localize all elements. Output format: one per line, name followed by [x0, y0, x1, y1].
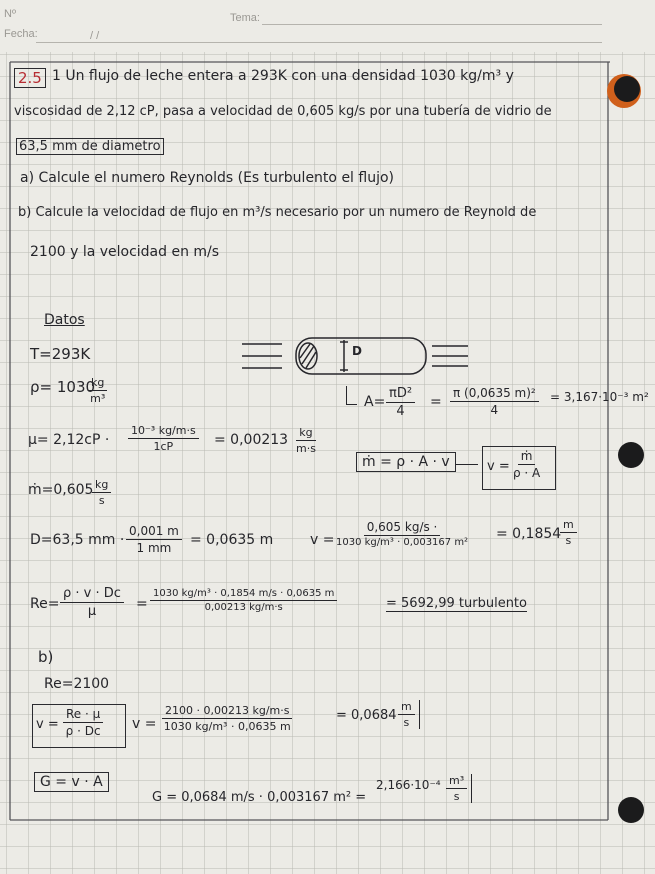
mass-flow-connector	[456, 464, 478, 465]
density-unit-num: kg	[88, 376, 107, 391]
binder-hole-3	[618, 797, 644, 823]
velocity-result: = 0,1854	[496, 526, 562, 542]
diameter-conversion-den: 1 mm	[136, 541, 172, 555]
datos-temperature: T=293K	[30, 345, 91, 363]
area-lhs: A=	[364, 394, 386, 410]
part-b-velocity-unit-num: m	[398, 700, 415, 715]
reynolds-result: = 5692,99 turbulento	[386, 596, 527, 611]
viscosity-conversion	[128, 424, 199, 453]
area-equals: =	[430, 394, 442, 410]
density-unit-den: m³	[90, 392, 106, 405]
viscosity-conversion-den: 1cP	[153, 440, 174, 453]
velocity-solve-formula	[63, 707, 103, 738]
problem-line-2: viscosidad de 2,12 cP, pasa a velocidad de 0,605 kg/s por una tubería de vidrio de	[14, 104, 552, 119]
area-substitution-num: π (0,0635 m)²	[450, 386, 539, 402]
area-formula-den: 4	[396, 404, 405, 419]
velocity-lhs: v =	[310, 532, 335, 548]
problem-line-1: 1 Un flujo de leche entera a 293K con una densidad 1030 kg/m³ y	[52, 68, 514, 84]
binder-hole-2	[618, 442, 644, 468]
part-b-velocity-result: = 0,0684	[336, 708, 397, 723]
area-formula	[386, 386, 415, 419]
reynolds-equals: =	[136, 596, 148, 612]
velocity-solve-lhs: v =	[36, 717, 59, 732]
reynolds-formula	[60, 586, 124, 619]
datos-viscosity: μ= 2,12cP ·	[28, 432, 110, 448]
fecha-slashes: / /	[90, 30, 100, 42]
fecha-line	[36, 42, 602, 43]
datos-title: Datos	[44, 312, 85, 328]
binder-hole-1	[614, 76, 640, 102]
area-substitution-den: 4	[490, 403, 499, 417]
mass-flow-unit-num: kg	[92, 478, 111, 493]
reynolds-formula-num: ρ · v · Dc	[60, 586, 124, 603]
flow-rate-calc: G = 0,0684 m/s · 0,003167 m² =	[152, 790, 367, 805]
part-b-velocity-unit-den: s	[403, 716, 410, 729]
number-label: Nº	[4, 8, 16, 20]
velocity-formula-lhs: v =	[487, 459, 510, 474]
flow-rate-result: 2,166·10⁻⁴	[376, 778, 441, 792]
reynolds-formula-den: μ	[87, 604, 97, 619]
mass-flow-unit-den: s	[98, 494, 105, 507]
reynolds-substitution	[150, 588, 337, 613]
part-a-question: a) Calcule el numero Reynolds (Es turbulento el flujo)	[20, 170, 395, 186]
velocity-formula	[513, 449, 540, 480]
density-unit	[88, 376, 107, 405]
problem-number: 2.5	[14, 68, 46, 88]
velocity-result-unit-num: m	[560, 518, 577, 533]
part-b-velocity-unit	[398, 700, 420, 729]
velocity-result-unit	[560, 518, 577, 547]
part-b-velocity-calc-den: 1030 kg/m³ · 0,0635 m	[163, 720, 291, 733]
area-bracket	[346, 386, 357, 405]
velocity-calc-num: 0,605 kg/s ·	[364, 520, 441, 536]
velocity-solve-formula-num: Re · μ	[63, 707, 103, 723]
reynolds-substitution-den: 0,00213 kg/m·s	[204, 602, 283, 613]
mass-flow-formula: ṁ = ρ · A · v	[356, 452, 456, 472]
tema-line	[262, 24, 602, 25]
datos-mass-flow: ṁ=0,605	[28, 482, 94, 498]
diameter-result: = 0,0635 m	[190, 532, 274, 548]
part-b-question-2: 2100 y la velocidad en m/s	[30, 244, 220, 260]
velocity-calc	[336, 520, 468, 548]
mass-flow-unit	[92, 478, 111, 507]
flow-rate-unit	[446, 774, 472, 803]
area-substitution	[450, 386, 539, 417]
datos-density: ρ= 1030	[30, 378, 96, 396]
velocity-calc-den: 1030 kg/m³ · 0,003167 m²	[336, 537, 469, 548]
part-b-label: b)	[38, 648, 54, 666]
velocity-result-unit-den: s	[565, 534, 572, 547]
tema-label: Tema:	[230, 12, 260, 24]
diameter-conversion	[126, 524, 182, 555]
part-b-velocity-calc-num: 2100 · 0,00213 kg/m·s	[162, 704, 292, 719]
part-b-question-1: b) Calcule la velocidad de flujo en m³/s necesario por un numero de Reynold de	[18, 205, 537, 220]
viscosity-unit-den: m·s	[296, 442, 316, 455]
flow-rate-unit-num: m³	[446, 774, 467, 789]
velocity-solve-formula-box	[32, 704, 126, 748]
viscosity-unit	[296, 426, 316, 455]
velocity-formula-den: ρ · A	[513, 466, 541, 480]
diameter-conversion-num: 0,001 m	[126, 524, 182, 540]
velocity-solve-formula-den: ρ · Dc	[65, 724, 101, 738]
flow-rate-unit-den: s	[453, 790, 460, 803]
part-b-velocity-calc	[162, 704, 292, 733]
viscosity-conversion-num: 10⁻³ kg/m·s	[128, 424, 199, 439]
reynolds-substitution-num: 1030 kg/m³ · 0,1854 m/s · 0,0635 m	[150, 588, 337, 601]
area-formula-num: πD²	[386, 386, 415, 403]
datos-diameter: D=63,5 mm ·	[30, 532, 125, 548]
viscosity-result: = 0,00213	[214, 432, 289, 448]
velocity-formula-num: ṁ	[518, 449, 536, 465]
velocity-formula-box	[482, 446, 556, 490]
viscosity-unit-num: kg	[296, 426, 315, 441]
pipe-diameter-label: D	[352, 344, 362, 358]
fecha-label: Fecha:	[4, 28, 38, 40]
flow-rate-formula: G = v · A	[34, 772, 109, 792]
part-b-velocity-lhs: v =	[132, 716, 157, 732]
part-b-reynolds: Re=2100	[44, 676, 110, 692]
reynolds-lhs: Re=	[30, 596, 60, 612]
area-result: = 3,167·10⁻³ m²	[550, 390, 649, 404]
problem-line-3: 63,5 mm de diametro	[16, 138, 164, 155]
